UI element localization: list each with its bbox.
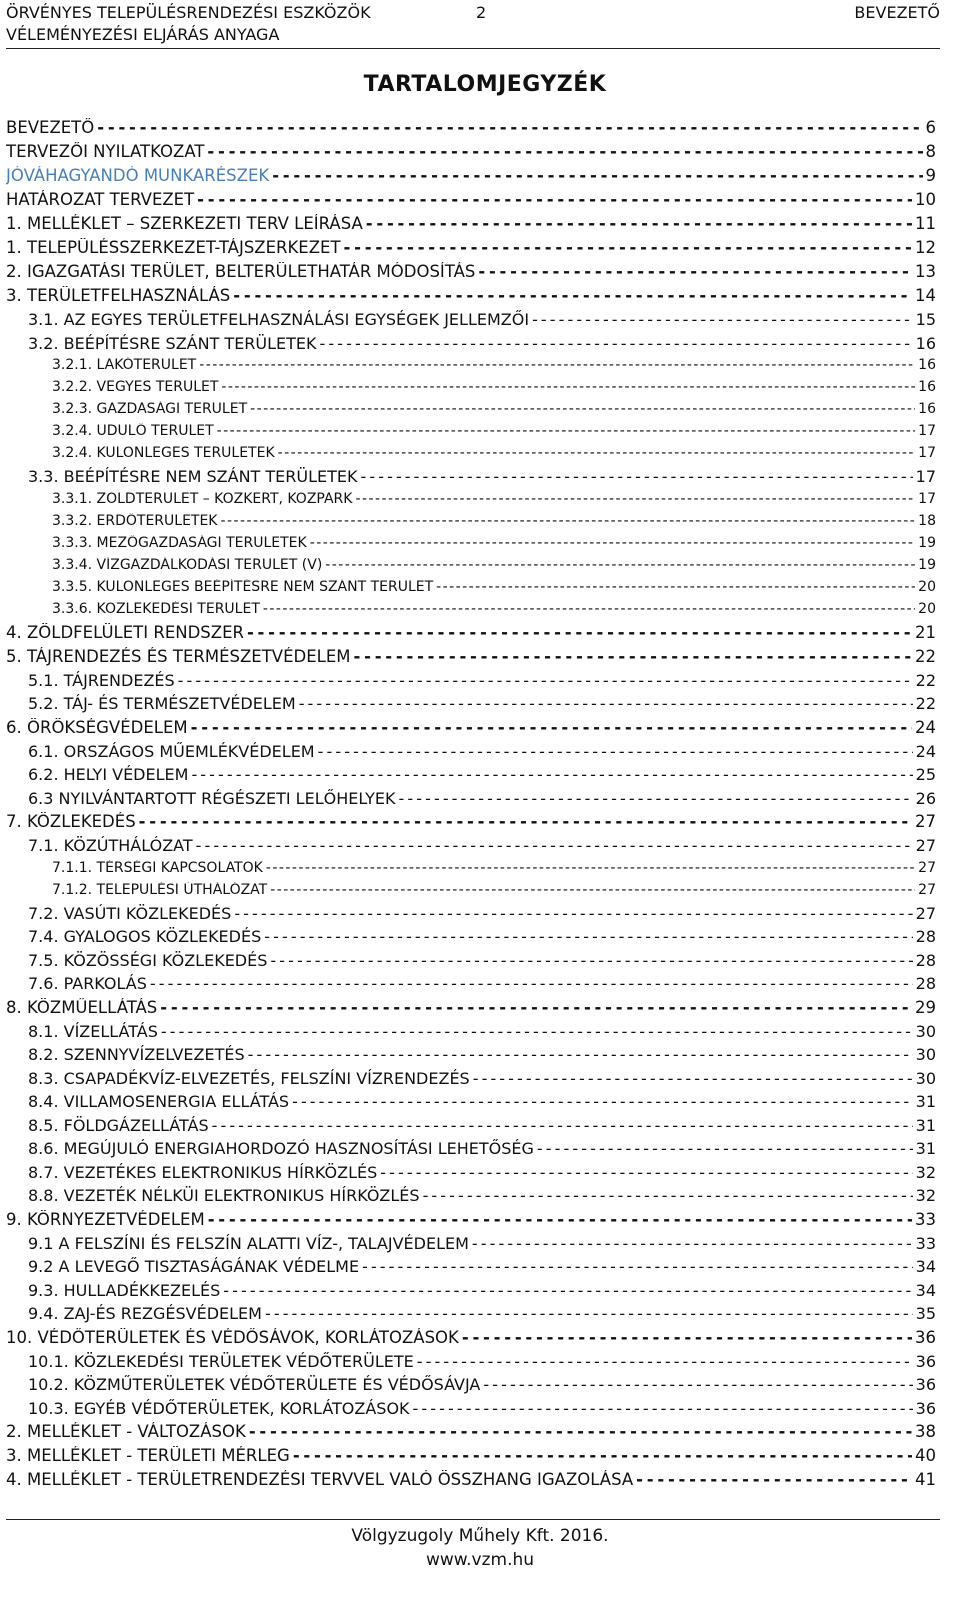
toc-leader-dashes	[423, 1186, 913, 1205]
toc-entry-page: 28	[915, 974, 936, 993]
toc-leader-dashes	[354, 647, 912, 666]
toc-entry-title: 3.2.2. VEGYES TERÜLET	[52, 379, 219, 395]
toc-entry-page: 22	[915, 670, 936, 690]
toc-entry[interactable]	[6, 334, 936, 358]
toc-leader-dashes	[318, 742, 913, 761]
toc-entry-title: 5.1. TÁJRENDEZÉS	[28, 670, 175, 690]
toc-entry-page: 36	[915, 1327, 936, 1347]
toc-entry-title: HATÁROZAT TERVEZET	[6, 190, 195, 209]
toc-leader-dashes	[196, 836, 913, 855]
toc-entry-title: 7.1.1. TÉRSÉGI KAPCSOLATOK	[52, 859, 263, 876]
toc-entry-page: 24	[915, 741, 936, 761]
toc-entry[interactable]	[6, 557, 936, 579]
toc-entry[interactable]	[6, 1399, 936, 1423]
toc-leader-dashes	[223, 1281, 912, 1300]
toc-entry-page: 27	[915, 812, 936, 831]
toc-entry[interactable]	[6, 623, 936, 647]
toc-entry[interactable]	[6, 513, 936, 535]
toc-entry-title: 8.8. VEZETÉK NÉLKÜI ELEKTRONIKUS HÍRKÖZLÉS	[28, 1186, 420, 1205]
toc-entry-page: 19	[918, 534, 936, 551]
toc-entry-page: 13	[915, 262, 936, 281]
toc-entry-page: 27	[918, 881, 936, 898]
toc-entry-page: 17	[918, 445, 936, 461]
toc-entry-title: 3.2.1. LAKÓTERÜLET	[52, 357, 197, 373]
toc-leader-dashes	[197, 190, 912, 209]
toc-leader-dashes	[212, 1116, 913, 1135]
toc-entry-page: 11	[915, 214, 936, 233]
toc-entry-page: 20	[918, 600, 936, 617]
page-footer	[0, 1524, 960, 1572]
toc-entry-title: 7.4. GYALOGOS KÖZLEKEDÉS	[28, 927, 262, 946]
toc-entry-page: 29	[915, 997, 936, 1017]
toc-entry-title: 3.1. AZ EGYES TERÜLETFELHASZNÁLÁSI EGYSÉGEK JELLEMZŐI	[28, 310, 530, 329]
toc-entry[interactable]	[6, 671, 936, 695]
toc-entry-title: 3.3. BEÉPÍTÉSRE NEM SZÁNT TERÜLETEK	[28, 467, 358, 486]
toc-entry-page: 17	[918, 490, 936, 507]
toc-leader-dashes	[178, 671, 913, 690]
toc-entry-title: 5. TÁJRENDEZÉS ÉS TERMÉSZETVÉDELEM	[6, 646, 351, 666]
toc-entry-page: 16	[918, 379, 936, 395]
toc-entry-page: 15	[915, 310, 936, 329]
toc-leader-dashes	[366, 214, 912, 233]
toc-entry-title: 8.1. VÍZELLÁTÁS	[28, 1021, 158, 1041]
toc-entry-page: 27	[915, 903, 936, 923]
toc-entry-title: JÓVÁHAGYANDÓ MUNKARÉSZEK	[6, 166, 270, 185]
toc-entry-page: 14	[915, 286, 936, 305]
toc-leader-dashes	[473, 1069, 913, 1088]
toc-entry-title: 9.2 A LEVEGŐ TISZTASÁGÁNAK VÉDELME	[28, 1257, 360, 1276]
toc-entry-page: 21	[915, 622, 936, 642]
toc-entry-page: 27	[915, 836, 936, 855]
toc-entry-title: 5.2. TÁJ- ÉS TERMÉSZETVÉDELEM	[28, 694, 296, 713]
toc-entry-page: 35	[915, 1304, 936, 1323]
toc-entry[interactable]	[6, 1470, 936, 1494]
toc-entry[interactable]	[6, 357, 936, 379]
toc-leader-dashes	[221, 379, 915, 395]
toc-entry-title: 8.2. SZENNYVÍZELVEZETÉS	[28, 1045, 245, 1064]
toc-leader-dashes	[247, 623, 912, 642]
toc-leader-dashes	[413, 1399, 913, 1418]
toc-leader-dashes	[266, 860, 915, 876]
header-divider	[6, 48, 940, 49]
toc-leader-dashes	[325, 557, 915, 573]
toc-entry-title: 3. MELLÉKLET - TERÜLETI MÉRLEG	[6, 1446, 290, 1465]
toc-entry-page: 38	[915, 1422, 936, 1441]
header-section: BEVEZETŐ	[854, 3, 940, 22]
toc-entry[interactable]	[6, 1045, 936, 1069]
toc-entry-title: 7.1. KÖZÚTHÁLÓZAT	[28, 836, 193, 855]
toc-entry[interactable]	[6, 1186, 936, 1210]
toc-entry-title: 6. ÖRÖKSÉGVÉDELEM	[6, 717, 188, 737]
toc-leader-dashes	[270, 882, 915, 898]
toc-leader-dashes	[320, 334, 913, 353]
toc-entry-title: 3.3.3. MEZŐGAZDASÁGI TERÜLETEK	[52, 534, 307, 551]
toc-entry-title: 3. TERÜLETFELHASZNÁLÁS	[6, 286, 231, 305]
toc-entry-page: 6	[925, 118, 936, 137]
toc-entry-title: 2. MELLÉKLET - VÁLTOZÁSOK	[6, 1422, 246, 1441]
toc-entry-page: 36	[915, 1375, 936, 1394]
toc-entry-page: 12	[915, 238, 936, 257]
toc-leader-dashes	[97, 118, 922, 137]
toc-leader-dashes	[161, 1022, 913, 1041]
toc-entry-title: 3.2.4. KÜLÖNLEGES TERÜLETEK	[52, 445, 275, 461]
toc-entry-title: 7.5. KÖZÖSSÉGI KÖZLEKEDÉS	[28, 950, 268, 970]
toc-leader-dashes	[160, 998, 912, 1017]
toc-leader-dashes	[472, 1234, 913, 1253]
toc-leader-dashes	[139, 812, 912, 831]
toc-leader-dashes	[233, 286, 912, 305]
toc-leader-dashes	[478, 262, 912, 281]
toc-entry-title: 9.1 A FELSZÍNI ÉS FELSZÍN ALATTI VÍZ-, TALAJVÉDELEM	[28, 1233, 469, 1253]
toc-entry-page: 22	[915, 694, 936, 713]
toc-entry[interactable]	[6, 445, 936, 467]
toc-entry-title: 8.3. CSAPADÉKVÍZ-ELVEZETÉS, FELSZÍNI VÍZRENDEZÉS	[28, 1068, 470, 1088]
toc-entry-page: 17	[915, 467, 936, 486]
toc-entry-page: 27	[918, 859, 936, 876]
toc-leader-dashes	[265, 1304, 913, 1323]
toc-entry[interactable]	[6, 882, 936, 904]
toc-entry-page: 25	[915, 765, 936, 784]
toc-entry-title: 8.7. VEZETÉKES ELEKTRONIKUS HÍRKÖZLÉS	[28, 1162, 378, 1182]
toc-leader-dashes	[208, 1210, 912, 1229]
toc-entry[interactable]	[6, 118, 936, 142]
toc-entry-title: 3.3.4. VÍZGAZDÁLKODÁSI TERÜLET (V)	[52, 556, 323, 573]
toc-entry-title: TERVEZŐI NYILATKOZAT	[6, 142, 205, 161]
toc-leader-dashes	[191, 718, 912, 737]
toc-entry[interactable]	[6, 1328, 936, 1352]
toc-leader-dashes	[380, 1163, 912, 1182]
toc-leader-dashes	[150, 974, 913, 993]
toc-entry[interactable]	[6, 1163, 936, 1187]
toc-entry-title: 4. ZÖLDFELÜLETI RENDSZER	[6, 622, 244, 642]
toc-leader-dashes	[278, 445, 916, 461]
toc-leader-dashes	[293, 1446, 912, 1465]
toc-entry[interactable]	[6, 812, 936, 836]
toc-entry[interactable]	[6, 190, 936, 214]
header-page-number: 2	[476, 3, 487, 22]
toc-entry-title: 7. KÖZLEKEDÉS	[6, 812, 136, 831]
toc-entry-page: 10	[915, 190, 936, 209]
toc-entry-title: 7.2. VASÚTI KÖZLEKEDÉS	[28, 903, 232, 923]
toc-leader-dashes	[199, 357, 915, 373]
toc-leader-dashes	[361, 467, 913, 486]
toc-leader-dashes	[248, 1045, 913, 1064]
toc-entry[interactable]	[6, 601, 936, 623]
toc-entry-page: 31	[915, 1115, 936, 1135]
toc-entry-page: 19	[918, 556, 936, 573]
toc-entry[interactable]	[6, 765, 936, 789]
toc-entry-title: 9. KÖRNYEZETVÉDELEM	[6, 1209, 205, 1229]
footer-divider	[6, 1519, 940, 1520]
toc-leader-dashes	[344, 238, 912, 257]
toc-entry[interactable]	[6, 1281, 936, 1305]
toc-title: TARTALOMJEGYZÉK	[363, 72, 607, 97]
toc-entry[interactable]	[6, 401, 936, 423]
toc-leader-dashes	[292, 1092, 913, 1111]
toc-leader-dashes	[250, 401, 915, 417]
toc-entry-page: 16	[918, 357, 936, 373]
toc-leader-dashes	[264, 927, 912, 946]
toc-entry-title: 6.2. HELYI VÉDELEM	[28, 765, 189, 784]
toc-leader-dashes	[483, 1375, 912, 1394]
toc-entry-page: 33	[915, 1209, 936, 1229]
toc-entry[interactable]	[6, 1446, 936, 1470]
toc-entry[interactable]	[6, 1234, 936, 1258]
toc-entry[interactable]	[6, 904, 936, 928]
toc-leader-dashes	[462, 1328, 912, 1347]
toc-entry-title: 7.6. PARKOLÁS	[28, 974, 147, 993]
toc-entry-page: 31	[915, 1139, 936, 1158]
footer-website[interactable]: www.vzm.hu	[425, 1550, 535, 1570]
header-document-title: ÖRVÉNYES TELEPÜLÉSRENDEZÉSI ESZKÖZÖK	[6, 3, 371, 22]
toc-entry-page: 33	[915, 1233, 936, 1253]
toc-entry[interactable]	[6, 166, 936, 190]
toc-entry-title: 3.2.3. GAZDASÁGI TERÜLET	[52, 401, 248, 417]
toc-entry[interactable]	[6, 467, 936, 491]
toc-entry-title: 8. KÖZMŰELLÁTÁS	[6, 997, 158, 1017]
toc-entry-title: 3.2.4. ÜDÜLŐ TERÜLET	[52, 423, 214, 439]
toc-entry[interactable]	[6, 860, 936, 882]
toc-entry[interactable]	[6, 836, 936, 860]
toc-entry[interactable]	[6, 927, 936, 951]
toc-entry-title: 1. TELEPÜLÉSSZERKEZET-TÁJSZERKEZET	[6, 238, 341, 257]
toc-entry-title: 4. MELLÉKLET - TERÜLETRENDEZÉSI TERVVEL VALÓ ÖSSZHANG IGAZOLÁSA	[6, 1470, 634, 1489]
toc-entry[interactable]	[6, 238, 936, 262]
toc-entry-title: 6.1. ORSZÁGOS MŰEMLÉKVÉDELEM	[28, 741, 315, 761]
toc-leader-dashes	[270, 951, 912, 970]
toc-leader-dashes	[417, 1352, 913, 1371]
toc-entry-page: 31	[915, 1092, 936, 1111]
toc-entry-page: 22	[915, 646, 936, 666]
toc-entry-title: 3.3.2. ERDŐTERÜLETEK	[52, 512, 218, 529]
toc-entry[interactable]	[6, 1069, 936, 1093]
toc-entry[interactable]	[6, 742, 936, 766]
toc-entry[interactable]	[6, 1257, 936, 1281]
toc-entry-page: 36	[915, 1351, 936, 1371]
toc-leader-dashes	[532, 310, 913, 329]
toc-entry-title: 2. IGAZGATÁSI TERÜLET, BELTERÜLETHATÁR MÓDOSÍTÁS	[6, 262, 476, 281]
toc-entry[interactable]	[6, 379, 936, 401]
toc-entry-title: 3.2. BEÉPÍTÉSRE SZÁNT TERÜLETEK	[28, 333, 317, 353]
toc-entry[interactable]	[6, 951, 936, 975]
toc-entry[interactable]	[6, 694, 936, 718]
toc-entry[interactable]	[6, 286, 936, 310]
toc-entry-page: 36	[915, 1398, 936, 1418]
toc-entry[interactable]	[6, 1352, 936, 1376]
toc-entry[interactable]	[6, 1304, 936, 1328]
toc-entry-page: 30	[915, 1045, 936, 1064]
toc-leader-dashes	[399, 789, 913, 808]
toc-entry-title: 1. MELLÉKLET – SZERKEZETI TERV LEÍRÁSA	[6, 214, 363, 233]
toc-leader-dashes	[636, 1470, 912, 1489]
toc-entry-title: 8.5. FÖLDGÁZELLÁTÁS	[28, 1115, 209, 1135]
toc-entry-page: 28	[915, 950, 936, 970]
toc-leader-dashes	[217, 423, 916, 439]
toc-leader-dashes	[299, 694, 913, 713]
toc-entry[interactable]	[6, 214, 936, 238]
toc-entry-page: 26	[915, 788, 936, 808]
toc-entry[interactable]	[6, 310, 936, 334]
toc-entry[interactable]	[6, 535, 936, 557]
toc-entry[interactable]	[6, 423, 936, 445]
toc-entry[interactable]	[6, 998, 936, 1022]
toc-entry-page: 30	[915, 1068, 936, 1088]
toc-leader-dashes	[221, 513, 916, 529]
toc-entry[interactable]	[6, 1116, 936, 1140]
footer-company: Völgyzugoly Műhely Kft. 2016.	[351, 1526, 609, 1546]
toc-entry[interactable]	[6, 262, 936, 286]
toc-entry-title: 7.1.2. TELEPÜLÉSI ÚTHÁLÓZAT	[52, 881, 268, 898]
toc-entry[interactable]	[6, 1022, 936, 1046]
toc-entry-page: 32	[915, 1186, 936, 1205]
toc-entry-page: 9	[925, 166, 936, 185]
toc-leader-dashes	[362, 1257, 913, 1276]
toc-entry-title: 3.3.1. ZÖLDTERÜLET – KÖZKERT, KÖZPARK	[52, 490, 353, 507]
toc-entry-page: 30	[915, 1021, 936, 1041]
toc-leader-dashes	[355, 491, 915, 507]
toc-entry-page: 20	[918, 578, 936, 595]
toc-entry-title: 6.3 NYILVÁNTARTOTT RÉGÉSZETI LELŐHELYEK	[28, 788, 396, 808]
toc-leader-dashes	[537, 1139, 913, 1158]
toc-entry[interactable]	[6, 491, 936, 513]
toc-entry-title: 9.3. HULLADÉKKEZELÉS	[28, 1280, 221, 1300]
toc-entry-page: 24	[915, 717, 936, 737]
toc-entry[interactable]	[6, 579, 936, 601]
toc-entry-title: 9.4. ZAJ-ÉS REZGÉSVÉDELEM	[28, 1304, 262, 1323]
toc-entry[interactable]	[6, 789, 936, 813]
toc-entry[interactable]	[6, 718, 936, 742]
toc-entry[interactable]	[6, 1139, 936, 1163]
header-subtitle: VÉLEMÉNYEZÉSI ELJÁRÁS ANYAGA	[6, 25, 280, 44]
toc-entry-page: 8	[925, 142, 936, 161]
toc-entry[interactable]	[6, 1375, 936, 1399]
toc-entry-page: 32	[915, 1162, 936, 1182]
toc-entry-title: 8.6. MEGÚJULÓ ENERGIAHORDOZÓ HASZNOSÍTÁSI LEHETŐSÉG	[28, 1139, 534, 1158]
toc-entry-title: 3.3.6. KÖZLEKEDÉSI TERÜLET	[52, 600, 260, 617]
toc-entry-page: 18	[918, 512, 936, 529]
toc-leader-dashes	[272, 166, 922, 185]
toc-leader-dashes	[436, 579, 915, 595]
toc-entry-page: 41	[915, 1470, 936, 1489]
toc-leader-dashes	[207, 142, 922, 161]
toc-entry-page: 16	[915, 333, 936, 353]
toc-leader-dashes	[310, 535, 915, 551]
toc-leader-dashes	[263, 601, 915, 617]
toc-leader-dashes	[191, 765, 912, 784]
toc-entry-title: 3.3.5. KÜLÖNLEGES BEÉPÍTÉSRE NEM SZÁNT TERÜLET	[52, 578, 434, 595]
table-of-contents	[6, 118, 936, 1494]
page-header	[6, 2, 940, 46]
toc-leader-dashes	[249, 1422, 912, 1441]
toc-entry-title: BEVEZETŐ	[6, 118, 95, 137]
toc-entry-title: 10.1. KÖZLEKEDÉSI TERÜLETEK VÉDŐTERÜLETE	[28, 1351, 414, 1371]
toc-entry[interactable]	[6, 974, 936, 998]
toc-entry-page: 28	[915, 927, 936, 946]
toc-entry-page: 34	[915, 1280, 936, 1300]
toc-entry[interactable]	[6, 1210, 936, 1234]
toc-entry-title: 8.4. VILLAMOSENERGIA ELLÁTÁS	[28, 1092, 290, 1111]
toc-entry[interactable]	[6, 1092, 936, 1116]
toc-entry[interactable]	[6, 1422, 936, 1446]
toc-entry[interactable]	[6, 142, 936, 166]
toc-entry-page: 40	[915, 1446, 936, 1465]
toc-entry-page: 17	[918, 423, 936, 439]
toc-entry-page: 34	[915, 1257, 936, 1276]
toc-entry-title: 10. VÉDŐTERÜLETEK ÉS VÉDŐSÁVOK, KORLÁTOZÁSOK	[6, 1327, 459, 1347]
toc-entry[interactable]	[6, 647, 936, 671]
toc-entry-title: 10.2. KÖZMŰTERÜLETEK VÉDŐTERÜLETE ÉS VÉDŐSÁVJA	[28, 1375, 481, 1394]
toc-leader-dashes	[234, 904, 912, 923]
toc-entry-title: 10.3. EGYÉB VÉDŐTERÜLETEK, KORLÁTOZÁSOK	[28, 1398, 410, 1418]
toc-entry-page: 16	[918, 401, 936, 417]
